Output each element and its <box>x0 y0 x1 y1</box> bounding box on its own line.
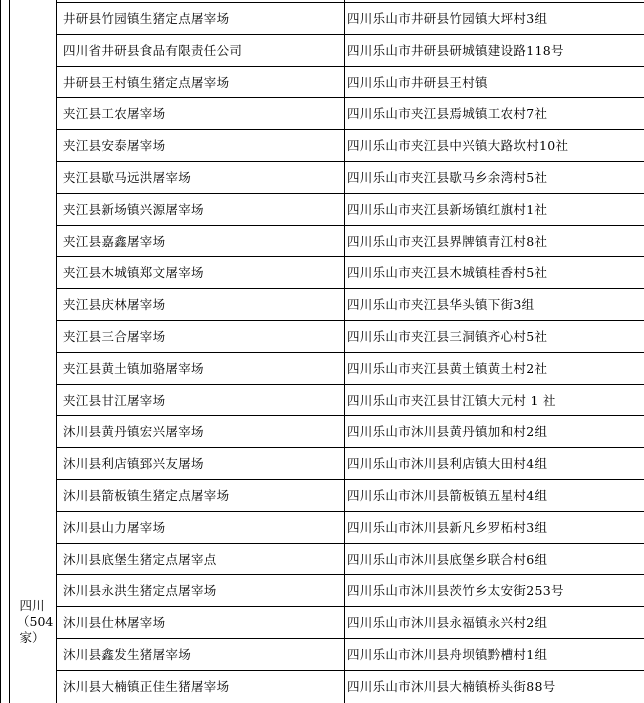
table-row <box>57 670 644 703</box>
slaughterhouse-address: 四川乐山市夹江县三洞镇齐心村5社 <box>347 329 548 344</box>
slaughterhouse-address: 四川乐山市夹江县甘江镇大元村 1 社 <box>347 392 556 408</box>
table-row <box>57 97 644 130</box>
slaughterhouse-name: 沐川县鑫发生猪屠宰场 <box>63 647 192 662</box>
slaughterhouse-name: 夹江县黄土镇加骆屠宰场 <box>63 360 204 376</box>
slaughterhouse-address: 四川乐山市夹江县焉城镇工农村7社 <box>347 106 548 122</box>
slaughterhouse-name: 井研县竹园镇生猪定点屠宰场 <box>63 11 230 26</box>
slaughterhouse-name: 井研县王村镇生猪定点屠宰场 <box>63 74 230 90</box>
slaughterhouse-name: 沐川县山力屠宰场 <box>63 519 166 535</box>
slaughterhouse-address: 四川乐山市沐川县底堡乡联合村6组 <box>347 551 548 567</box>
slaughterhouse-name: 夹江县庆林屠宰场 <box>63 297 166 313</box>
slaughterhouse-name: 夹江县甘江屠宰场 <box>63 392 166 408</box>
slaughterhouse-address: 四川乐山市沐川县利店镇大田村4组 <box>347 456 548 472</box>
table-row <box>57 606 644 639</box>
slaughterhouse-address: 四川乐山市夹江县新场镇红旗村1社 <box>347 201 548 217</box>
slaughterhouse-address: 四川乐山市夹江县黄土镇黄土村2社 <box>347 360 548 376</box>
table-row <box>57 415 644 448</box>
slaughterhouse-name: 沐川县大楠镇正佳生猪屠宰场 <box>63 678 230 694</box>
table-row <box>57 193 644 226</box>
table-row <box>57 384 644 417</box>
slaughterhouse-address: 四川乐山市夹江县木城镇桂香村5社 <box>347 265 548 281</box>
slaughterhouse-name: 沐川县仕林屠宰场 <box>63 615 166 631</box>
table-row <box>57 288 644 321</box>
slaughterhouse-name: 夹江县歇马远洪屠宰场 <box>63 170 192 185</box>
table-border-inner-left <box>9 0 10 703</box>
table-row <box>57 256 644 289</box>
slaughterhouse-name: 夹江县安泰屠宰场 <box>63 138 166 154</box>
table-row <box>57 447 644 480</box>
slaughterhouse-name: 夹江县三合屠宰场 <box>63 329 166 344</box>
slaughterhouse-address: 四川乐山市夹江县华头镇下街3组 <box>347 297 535 313</box>
slaughterhouse-name: 四川省井研县食品有限责任公司 <box>63 42 243 58</box>
slaughterhouse-address: 四川乐山市沐川县舟坝镇黔槽村1组 <box>347 647 548 662</box>
slaughterhouse-name: 夹江县嘉鑫屠宰场 <box>63 233 166 249</box>
slaughterhouse-address: 四川乐山市夹江县歇马乡余湾村5社 <box>347 170 548 185</box>
region-label: 四川 （504 家） <box>17 598 54 645</box>
slaughterhouse-name: 沐川县利店镇郅兴友屠场 <box>63 456 204 472</box>
table-row <box>57 2 644 35</box>
slaughterhouse-address: 四川乐山市井研县研城镇建设路118号 <box>347 42 564 58</box>
table-row <box>57 574 644 607</box>
slaughterhouse-address: 四川乐山市沐川县黄丹镇加和村2组 <box>347 424 548 440</box>
slaughterhouse-name: 沐川县底堡生猪定点屠宰点 <box>63 551 217 567</box>
slaughterhouse-address: 四川乐山市沐川县箭板镇五星村4组 <box>347 488 548 503</box>
slaughterhouse-address: 四川乐山市沐川县大楠镇桥头街88号 <box>347 678 556 694</box>
slaughterhouse-name: 夹江县工农屠宰场 <box>63 106 166 122</box>
table-row <box>57 320 644 353</box>
slaughterhouse-name: 沐川县箭板镇生猪定点屠宰场 <box>63 488 230 503</box>
table-row <box>57 225 644 258</box>
slaughterhouse-address: 四川乐山市井研县王村镇 <box>347 74 488 90</box>
slaughterhouse-name: 沐川县黄丹镇宏兴屠宰场 <box>63 424 204 440</box>
slaughterhouse-address: 四川乐山市沐川县新凡乡罗柘村3组 <box>347 519 548 535</box>
table-row <box>57 543 644 576</box>
slaughterhouse-address: 四川乐山市夹江县界牌镇青江村8社 <box>347 233 548 249</box>
slaughterhouse-address: 四川乐山市夹江县中兴镇大路坎村10社 <box>347 138 569 154</box>
slaughterhouse-name: 沐川县永洪生猪定点屠宰场 <box>63 583 217 599</box>
table-row <box>57 638 644 671</box>
table-row <box>57 511 644 544</box>
slaughterhouse-address: 四川乐山市沐川县茨竹乡太安街253号 <box>347 583 564 599</box>
slaughterhouse-address: 四川乐山市沐川县永福镇永兴村2组 <box>347 615 548 631</box>
table-row <box>57 161 644 194</box>
table-row <box>57 66 644 99</box>
slaughterhouse-name: 夹江县新场镇兴源屠宰场 <box>63 201 204 217</box>
table-row <box>57 352 644 385</box>
slaughterhouse-name: 夹江县木城镇郑文屠宰场 <box>63 265 204 281</box>
table-row <box>57 479 644 512</box>
table-row <box>57 34 644 67</box>
table-border-left <box>0 0 1 703</box>
table-row <box>57 129 644 162</box>
slaughterhouse-address: 四川乐山市井研县竹园镇大坪村3组 <box>347 11 548 26</box>
